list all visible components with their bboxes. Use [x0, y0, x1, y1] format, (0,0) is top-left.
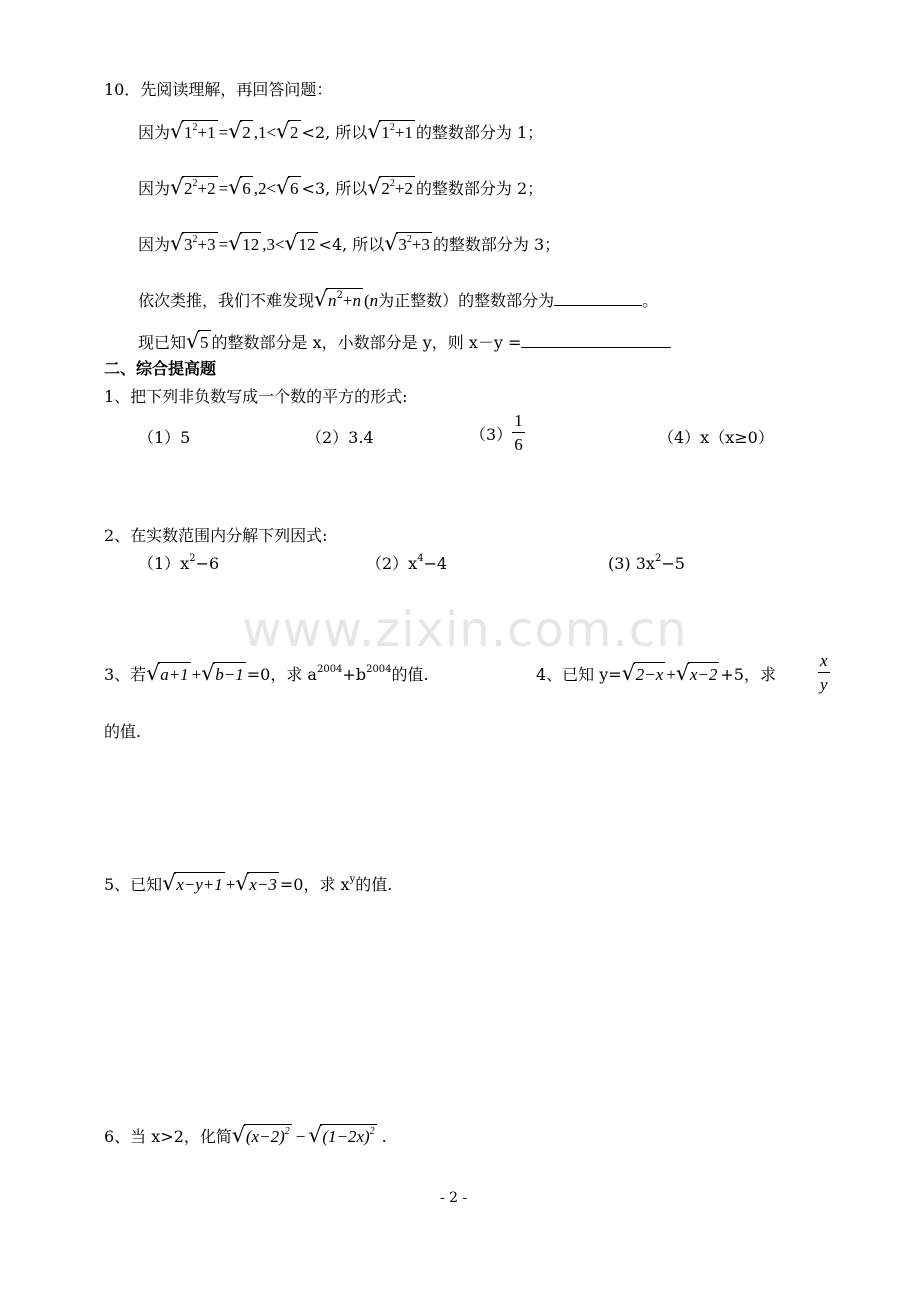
p1-item-4: （4）x（x≥0） — [658, 428, 774, 447]
sqrt-expr: √ x−3 — [236, 872, 279, 897]
sqrt-expr: √ b−1 — [202, 662, 245, 687]
sqrt-expr: √ 12 — [229, 232, 261, 257]
sqrt-expr: √ a+1 — [147, 662, 190, 687]
q10-line-5: 现已知√ 5 的整数部分是 x，小数部分是 y，则 x－y = — [138, 330, 671, 355]
q10-line-2: 因为√ $2^2+2$ =√ 6 ,2<√ 6 <3, 所以√ $2^2+2$ 的整数部分为 2； — [138, 176, 543, 201]
sqrt-expr: √ 6 — [277, 176, 301, 201]
p4: 4、已知 y=√ 2−x +√ x−2 +5，求 — [536, 662, 776, 687]
q10-title: 10．先阅读理解，再回答问题： — [104, 80, 333, 99]
p2-item-3: (3) $3x^2-5$ — [608, 553, 685, 573]
fraction: $\frac{1}{6}$ — [514, 411, 523, 454]
answer-blank[interactable] — [554, 289, 642, 306]
q10-line-1: 因为√ $1^2+1$ =√ 2 ,1<√ 2 <2, 所以√ $1^2+1$ 的整数部分为 1； — [138, 120, 543, 145]
p1-item-1: （1）5 — [138, 428, 191, 447]
sqrt-expr: √ 12 — [286, 232, 318, 257]
sqrt-expr: √ $3^2+3$ — [385, 232, 432, 257]
p2-item-1: $(1)x^2-6$ — [138, 553, 220, 573]
sqrt-expr: √ $1^2+1$ — [171, 120, 218, 145]
sqrt-expr: √ $1^2+1$ — [368, 120, 415, 145]
watermark: www.zixin.com.cn — [242, 602, 688, 658]
sqrt-expr: √ x−2 — [677, 662, 720, 687]
p6: 6、当 x>2，化简√ $(x-2)^2$ −√ $(1-2x)^2$ . — [104, 1124, 387, 1149]
sqrt-expr: √ 6 — [229, 176, 253, 201]
p5: 5、已知√ x−y+1 +√ x−3 =0，求 $x^y$的值. — [104, 872, 392, 897]
sqrt-expr: √ $2^2+2$ — [171, 176, 218, 201]
sqrt-expr: √ $(x-2)^2$ — [233, 1124, 292, 1149]
p1-item-3: （3） $\frac{1}{6}$ — [470, 410, 525, 457]
p1-title: 1、把下列非负数写成一个数的平方的形式: — [104, 387, 408, 406]
sqrt-expr: √ 2 — [277, 120, 301, 145]
p3: 3、若√ a+1 +√ b−1 =0，求 $a^{2004}+b^{2004}$的值. — [104, 662, 429, 687]
p4-fraction — [818, 650, 830, 697]
p4-continuation: 的值. — [104, 722, 142, 741]
q10-line-4: 依次类推，我们不难发现√ $n^2+n$ (n为正整数）的整数部分为 。 — [138, 288, 658, 313]
p2-title: 2、在实数范围内分解下列因式: — [104, 526, 328, 545]
sqrt-expr: √ $2^2+2$ — [368, 176, 415, 201]
p2-item-2: $(2)x^4-4$ — [366, 553, 448, 573]
fraction: $\frac{x}{y}$ — [820, 651, 828, 694]
section-title: 二、综合提高题 — [104, 359, 217, 378]
page-number: - 2 - — [440, 1190, 468, 1206]
sqrt-expr: √ x−y+1 — [163, 872, 225, 897]
sqrt-expr: √ $(1-2x)^2$ — [309, 1124, 376, 1149]
sqrt-expr: √ $3^2+3$ — [171, 232, 218, 257]
answer-blank[interactable] — [521, 331, 671, 348]
q10-line-3: 因为√ $3^2+3$ =√ 12 ,3<√ 12 <4, 所以√ $3^2+3$ 的整数部分为 3； — [138, 232, 560, 257]
sqrt-expr: √ 2−x — [623, 662, 666, 687]
sqrt-expr: √ $n^2+n$ — [315, 288, 363, 313]
sqrt-expr: √ 2 — [229, 120, 253, 145]
text: 因为 — [138, 123, 171, 142]
sqrt-expr: √ 5 — [187, 330, 211, 355]
p1-item-2: （2）3.4 — [306, 428, 374, 447]
